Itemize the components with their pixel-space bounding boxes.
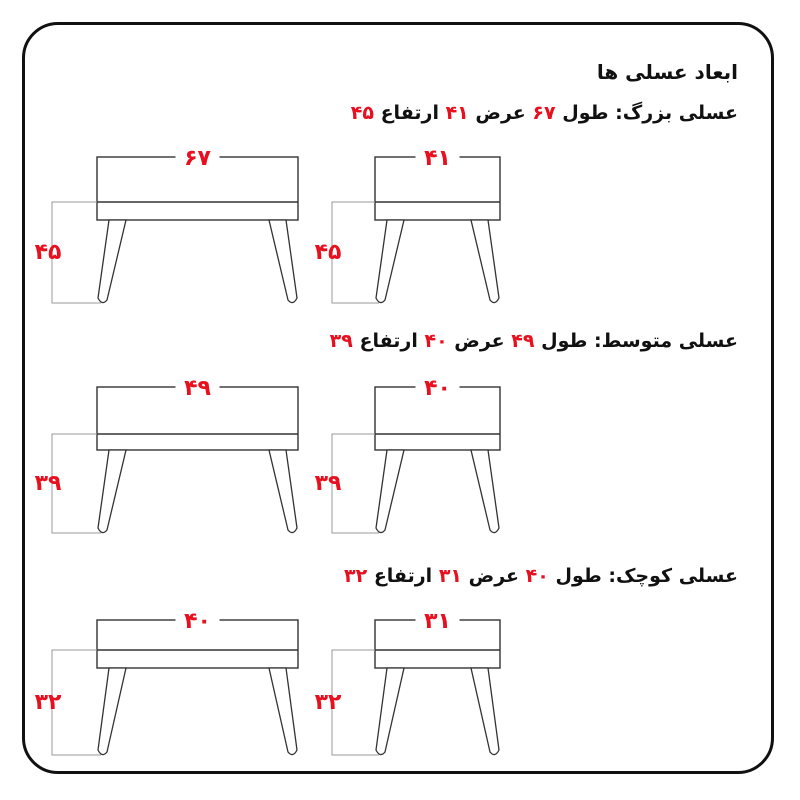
table-label: عسلی متوسط: (594, 330, 738, 352)
drawing-small-side-top-dimension: ۳۱ (424, 609, 451, 634)
drawing-small-side-left-leg (376, 668, 404, 755)
length-value: ۶۷ (532, 102, 556, 124)
drawing-medium-side-top-dimension: ۴۰ (424, 376, 451, 401)
drawing-medium-side-height-dimension: ۳۹ (314, 471, 342, 496)
drawing-small-front-left-leg (98, 668, 126, 755)
drawing-big-front-left-leg (98, 220, 126, 303)
drawing-big-front-height-dimension: ۴۵ (34, 240, 62, 265)
drawing-big-side-left-leg (376, 220, 404, 303)
drawing-big-side-right-leg (471, 220, 499, 303)
drawing-big-side-top-dimension: ۴۱ (424, 146, 451, 171)
page-title: ابعاد عسلی ها (596, 60, 738, 84)
drawing-small-side-height-dimension: ۳۲ (314, 690, 342, 715)
table-label: عسلی کوچک: (608, 565, 738, 587)
table-label: عسلی بزرگ: (615, 102, 738, 124)
drawing-big-side-height-dimension: ۴۵ (314, 240, 342, 265)
drawing-small-front-right-leg (269, 668, 297, 755)
length-label: طول (541, 330, 588, 352)
height-label: ارتفاع (380, 102, 439, 124)
drawing-medium-front-left-leg (98, 450, 126, 533)
width-label: عرض (475, 102, 526, 124)
width-label: عرض (468, 565, 519, 587)
drawing-small-front-height-dimension: ۳۲ (34, 690, 62, 715)
drawing-medium-front-right-leg (269, 450, 297, 533)
drawing-medium-side-right-leg (471, 450, 499, 533)
drawing-medium-side-left-leg (376, 450, 404, 533)
height-value: ۳۹ (329, 330, 353, 352)
length-value: ۴۰ (525, 565, 549, 587)
width-value: ۳۱ (438, 565, 463, 587)
length-value: ۴۹ (511, 330, 535, 352)
drawing-small-front-top-dimension: ۴۰ (184, 609, 211, 634)
width-label: عرض (454, 330, 505, 352)
height-label: ارتفاع (359, 330, 418, 352)
width-value: ۴۰ (424, 330, 448, 352)
height-value: ۳۲ (343, 565, 368, 587)
length-label: طول (555, 565, 602, 587)
width-value: ۴۱ (445, 102, 469, 124)
drawing-medium-front-height-dimension: ۳۹ (34, 471, 62, 496)
drawing-small-side-right-leg (471, 668, 499, 755)
height-label: ارتفاع (373, 565, 433, 587)
height-value: ۴۵ (350, 102, 374, 124)
drawing-big-front-top-dimension: ۶۷ (184, 146, 211, 171)
drawing-big-front-right-leg (269, 220, 297, 303)
length-label: طول (562, 102, 609, 124)
drawing-medium-front-top-dimension: ۴۹ (184, 376, 211, 401)
